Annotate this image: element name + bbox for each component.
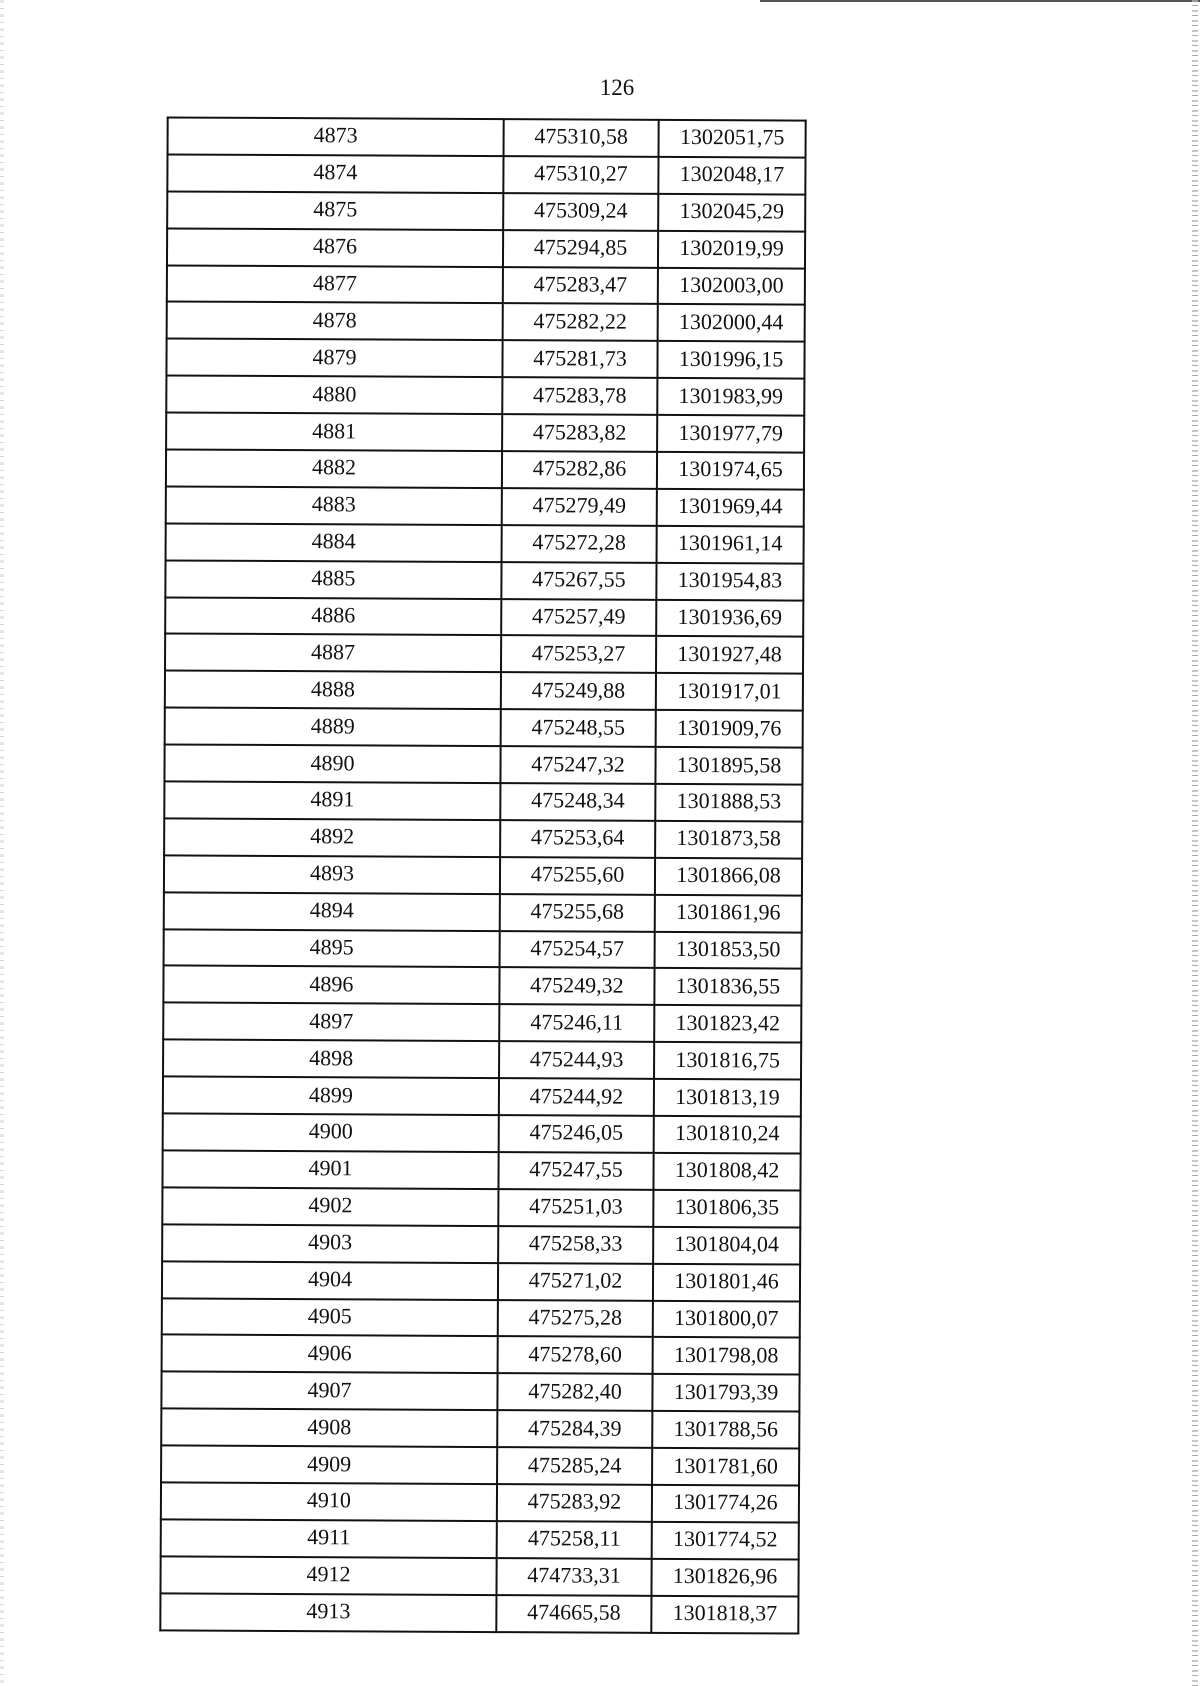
point-number-cell: 4903: [162, 1224, 498, 1263]
coordinate-y-cell: 1301788,56: [652, 1411, 799, 1449]
table-row: [164, 892, 802, 932]
point-number-cell: 4897: [163, 1003, 499, 1042]
table-row: [165, 708, 803, 748]
coordinate-y-cell: 1301866,08: [655, 858, 802, 896]
point-number-cell: 4904: [162, 1261, 498, 1300]
table-row: [165, 597, 803, 637]
coordinate-x-cell: 475257,49: [501, 599, 656, 637]
table-body: [160, 117, 805, 1633]
table-row: [166, 339, 804, 379]
coordinate-y-cell: 1302000,44: [658, 304, 805, 342]
table-row: [162, 1150, 800, 1190]
coordinate-x-cell: 474733,31: [496, 1558, 651, 1596]
scan-edge-top: [760, 0, 1200, 2]
coordinate-y-cell: 1302045,29: [658, 194, 805, 232]
coordinate-y-cell: 1302048,17: [658, 157, 805, 195]
coordinate-y-cell: 1301909,76: [656, 710, 803, 748]
point-number-cell: 4902: [162, 1187, 498, 1226]
table-row: [163, 1113, 801, 1153]
coordinate-x-cell: 475249,32: [499, 968, 654, 1006]
table-row: [162, 1224, 800, 1264]
point-number-cell: 4910: [161, 1482, 497, 1521]
coordinate-y-cell: 1301823,42: [654, 1005, 801, 1043]
coordinate-y-cell: 1301804,04: [653, 1227, 800, 1265]
coordinate-y-cell: 1301781,60: [652, 1448, 799, 1486]
point-number-cell: 4912: [160, 1556, 496, 1595]
point-number-cell: 4884: [166, 523, 502, 562]
point-number-cell: 4875: [167, 191, 503, 230]
table-row: [167, 191, 805, 231]
coordinate-x-cell: 475247,32: [500, 746, 655, 784]
coordinate-x-cell: 475282,22: [503, 304, 658, 342]
coordinate-x-cell: 475275,28: [498, 1300, 653, 1338]
table-row: [162, 1335, 800, 1375]
coordinate-x-cell: 475258,33: [498, 1226, 653, 1264]
scan-edge-left: [0, 0, 4, 1686]
coordinate-y-cell: 1301818,37: [651, 1595, 798, 1633]
table-row: [161, 1409, 799, 1449]
point-number-cell: 4888: [165, 671, 501, 710]
coordinate-y-cell: 1301813,19: [654, 1079, 801, 1117]
point-number-cell: 4886: [165, 597, 501, 636]
coordinate-x-cell: 475283,82: [502, 414, 657, 452]
point-number-cell: 4878: [167, 302, 503, 341]
point-number-cell: 4899: [163, 1077, 499, 1116]
coordinate-x-cell: 475272,28: [502, 525, 657, 563]
coordinate-y-cell: 1301969,44: [657, 489, 804, 527]
point-number-cell: 4891: [164, 781, 500, 820]
scan-edge-right: [1192, 0, 1198, 1686]
coordinate-x-cell: 475254,57: [500, 931, 655, 969]
table-row: [160, 1556, 798, 1596]
coordinate-y-cell: 1301861,96: [655, 895, 802, 933]
point-number-cell: 4880: [166, 376, 502, 415]
table-row: [167, 228, 805, 268]
point-number-cell: 4877: [167, 265, 503, 304]
coordinate-x-cell: 475253,27: [501, 636, 656, 674]
point-number-cell: 4909: [161, 1445, 497, 1484]
coordinate-y-cell: 1301983,99: [657, 378, 804, 416]
coordinate-x-cell: 475278,60: [498, 1336, 653, 1374]
table-row: [161, 1372, 799, 1412]
coordinate-x-cell: 475271,02: [498, 1263, 653, 1301]
point-number-cell: 4889: [165, 708, 501, 747]
coordinate-x-cell: 475255,60: [500, 857, 655, 895]
coordinate-y-cell: 1301836,55: [654, 968, 801, 1006]
coordinate-x-cell: 475246,05: [499, 1115, 654, 1153]
coordinate-y-cell: 1301954,83: [656, 563, 803, 601]
coordinate-x-cell: 475258,11: [497, 1521, 652, 1559]
point-number-cell: 4898: [163, 1040, 499, 1079]
table-row: [164, 745, 802, 785]
coordinate-y-cell: 1301826,96: [651, 1559, 798, 1597]
coordinate-y-cell: 1301808,42: [653, 1153, 800, 1191]
coordinate-x-cell: 475283,47: [503, 267, 658, 305]
table-row: [166, 376, 804, 416]
coordinate-x-cell: 475255,68: [500, 894, 655, 932]
table-row: [166, 449, 804, 489]
coordinate-y-cell: 1301774,52: [652, 1522, 799, 1560]
point-number-cell: 4911: [161, 1519, 497, 1558]
table-row: [165, 634, 803, 674]
table-row: [165, 671, 803, 711]
coordinate-y-cell: 1301961,14: [657, 526, 804, 564]
coordinate-x-cell: 475248,55: [501, 709, 656, 747]
coordinate-y-cell: 1301816,75: [654, 1042, 801, 1080]
coordinate-x-cell: 475281,73: [502, 340, 657, 378]
coordinate-x-cell: 475249,88: [501, 672, 656, 710]
point-number-cell: 4881: [166, 413, 502, 452]
coordinate-x-cell: 475294,85: [503, 230, 658, 268]
table-row: [163, 1040, 801, 1080]
coordinate-y-cell: 1301895,58: [655, 747, 802, 785]
table-row: [163, 1003, 801, 1043]
coordinate-x-cell: 474665,58: [496, 1595, 651, 1633]
coordinate-x-cell: 475284,39: [497, 1410, 652, 1448]
coordinate-x-cell: 475282,86: [502, 451, 657, 489]
coordinate-y-cell: 1301801,46: [653, 1263, 800, 1301]
table-row: [167, 302, 805, 342]
coordinate-y-cell: 1301917,01: [656, 673, 803, 711]
coordinate-y-cell: 1301853,50: [655, 931, 802, 969]
coordinate-y-cell: 1301888,53: [655, 784, 802, 822]
coordinate-x-cell: 475310,58: [504, 119, 659, 157]
coordinate-x-cell: 475244,93: [499, 1041, 654, 1079]
table-row: [167, 154, 805, 194]
table-row: [164, 781, 802, 821]
point-number-cell: 4908: [161, 1409, 497, 1448]
coordinate-y-cell: 1301793,39: [652, 1374, 799, 1412]
table-row: [164, 855, 802, 895]
coordinate-x-cell: 475253,64: [500, 820, 655, 858]
point-number-cell: 4883: [166, 486, 502, 525]
point-number-cell: 4876: [167, 228, 503, 267]
table-row: [166, 413, 804, 453]
point-number-cell: 4905: [162, 1298, 498, 1337]
coordinate-y-cell: 1301810,24: [654, 1116, 801, 1154]
table-row: [166, 523, 804, 563]
coordinate-y-cell: 1301927,48: [656, 636, 803, 674]
coordinates-table: [159, 116, 806, 1634]
coordinate-y-cell: 1301977,79: [657, 415, 804, 453]
coordinate-y-cell: 1301774,26: [652, 1485, 799, 1523]
table-row: [165, 560, 803, 600]
page-number: 126: [599, 75, 635, 100]
point-number-cell: 4887: [165, 634, 501, 673]
point-number-cell: 4901: [162, 1150, 498, 1189]
point-number-cell: 4892: [164, 818, 500, 857]
table-row: [168, 117, 806, 157]
table-row: [164, 818, 802, 858]
coordinate-x-cell: 475251,03: [498, 1189, 653, 1227]
table-row: [161, 1445, 799, 1485]
coordinate-x-cell: 475244,92: [499, 1078, 654, 1116]
table-row: [162, 1187, 800, 1227]
coordinate-y-cell: 1301800,07: [653, 1300, 800, 1338]
coordinate-y-cell: 1301873,58: [655, 821, 802, 859]
table-row: [166, 486, 804, 526]
point-number-cell: 4882: [166, 449, 502, 488]
coordinate-y-cell: 1301974,65: [657, 452, 804, 490]
point-number-cell: 4907: [161, 1372, 497, 1411]
coordinate-x-cell: 475246,11: [499, 1004, 654, 1042]
table-row: [164, 929, 802, 969]
table-row: [162, 1298, 800, 1338]
point-number-cell: 4874: [167, 154, 503, 193]
coordinate-y-cell: 1301996,15: [657, 341, 804, 379]
point-number-cell: 4906: [162, 1335, 498, 1374]
point-number-cell: 4896: [163, 966, 499, 1005]
coordinate-x-cell: 475279,49: [502, 488, 657, 526]
point-number-cell: 4900: [163, 1113, 499, 1152]
coordinate-x-cell: 475309,24: [503, 193, 658, 231]
table-row: [161, 1519, 799, 1559]
table-row: [162, 1261, 800, 1301]
coordinate-y-cell: 1302019,99: [658, 231, 805, 269]
coordinate-x-cell: 475283,92: [497, 1484, 652, 1522]
point-number-cell: 4893: [164, 855, 500, 894]
coordinate-x-cell: 475282,40: [497, 1373, 652, 1411]
table-row: [161, 1482, 799, 1522]
coordinate-y-cell: 1302051,75: [659, 120, 806, 158]
coordinate-x-cell: 475285,24: [497, 1447, 652, 1485]
coordinate-x-cell: 475310,27: [503, 156, 658, 194]
coordinate-x-cell: 475267,55: [501, 562, 656, 600]
coordinate-y-cell: 1301798,08: [653, 1337, 800, 1375]
point-number-cell: 4895: [164, 929, 500, 968]
coordinate-y-cell: 1302003,00: [658, 267, 805, 305]
point-number-cell: 4885: [165, 560, 501, 599]
table-row: [160, 1593, 798, 1633]
coordinate-x-cell: 475247,55: [498, 1152, 653, 1190]
point-number-cell: 4873: [168, 117, 504, 156]
table-row: [167, 265, 805, 305]
point-number-cell: 4894: [164, 892, 500, 931]
coordinate-y-cell: 1301806,35: [653, 1190, 800, 1228]
coordinate-x-cell: 475248,34: [500, 783, 655, 821]
point-number-cell: 4879: [166, 339, 502, 378]
coordinate-x-cell: 475283,78: [502, 377, 657, 415]
coordinate-y-cell: 1301936,69: [656, 599, 803, 637]
table-row: [163, 1077, 801, 1117]
table-row: [163, 966, 801, 1006]
point-number-cell: 4913: [160, 1593, 496, 1632]
point-number-cell: 4890: [164, 745, 500, 784]
